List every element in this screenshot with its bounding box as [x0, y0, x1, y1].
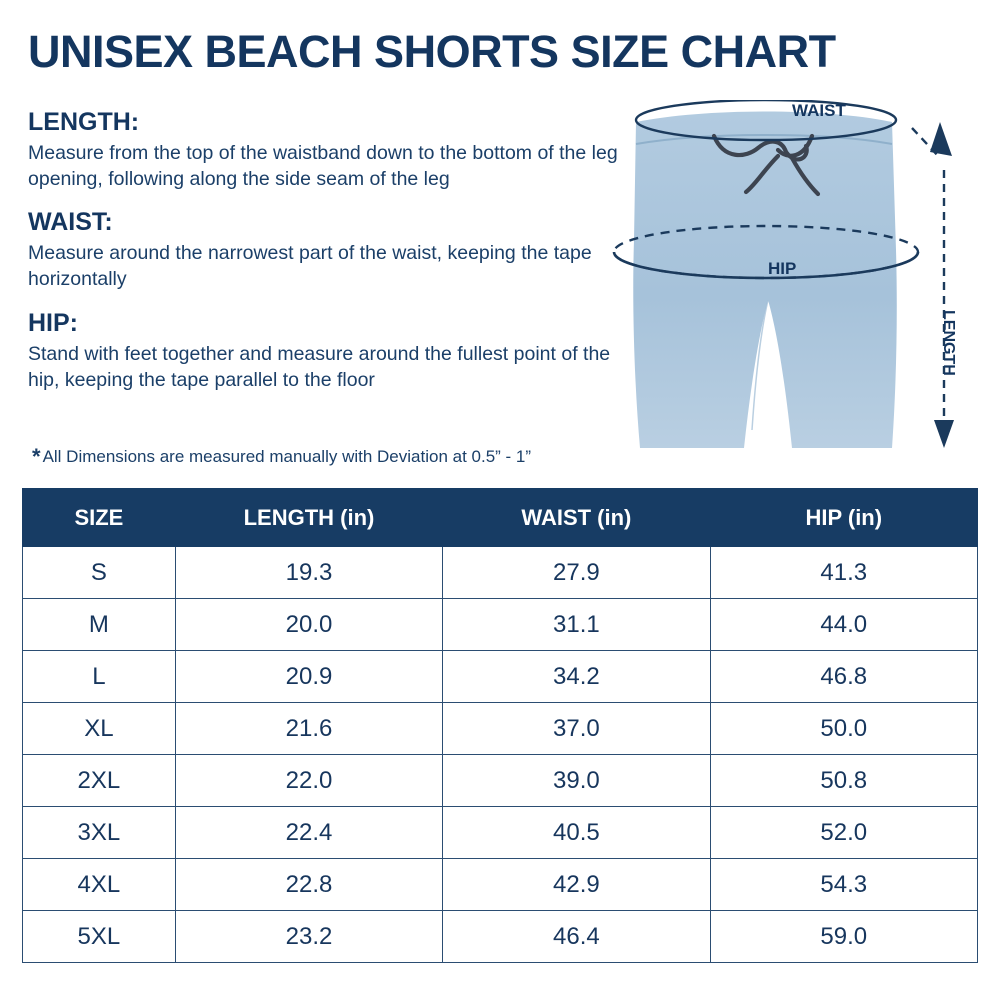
cell-size: M [23, 599, 176, 651]
table-row [23, 547, 978, 599]
asterisk-icon: * [32, 444, 41, 469]
column-header-waist: WAIST (in) [443, 489, 710, 547]
deviation-note-text: All Dimensions are measured manually with Deviation at 0.5” - 1” [42, 447, 532, 466]
cell-hip: 50.0 [710, 703, 977, 755]
cell-waist: 39.0 [443, 755, 710, 807]
cell-waist: 31.1 [443, 599, 710, 651]
waist-label: WAIST [792, 101, 846, 120]
cell-hip: 41.3 [710, 547, 977, 599]
table-body [23, 547, 978, 963]
cell-hip: 59.0 [710, 911, 977, 963]
cell-hip: 50.8 [710, 755, 977, 807]
length-label: LENGTH [940, 310, 957, 376]
instruction-waist-text: Measure around the narrowest part of the waist, keeping the tape horizontally [28, 242, 592, 291]
size-table-container [22, 488, 978, 963]
instruction-hip-heading: HIP: [28, 308, 78, 337]
page-title: UNISEX BEACH SHORTS SIZE CHART [28, 26, 836, 77]
table-row [23, 703, 978, 755]
shorts-shape [633, 112, 897, 449]
instruction-waist-heading: WAIST: [28, 208, 113, 237]
instruction-length [28, 108, 620, 192]
shorts-diagram [596, 100, 976, 478]
cell-length: 21.6 [175, 703, 442, 755]
cell-size: 3XL [23, 807, 176, 859]
table-row [23, 807, 978, 859]
cell-length: 20.9 [175, 651, 442, 703]
column-header-hip: HIP (in) [710, 489, 977, 547]
table-row [23, 651, 978, 703]
cell-waist: 46.4 [443, 911, 710, 963]
cell-size: 4XL [23, 859, 176, 911]
length-arrow [912, 128, 944, 430]
table-row [23, 859, 978, 911]
instruction-hip [28, 309, 620, 393]
measurement-instructions [28, 108, 620, 409]
cell-size: L [23, 651, 176, 703]
cell-hip: 52.0 [710, 807, 977, 859]
cell-waist: 34.2 [443, 651, 710, 703]
cell-waist: 27.9 [443, 547, 710, 599]
cell-size: XL [23, 703, 176, 755]
cell-hip: 44.0 [710, 599, 977, 651]
size-table [22, 488, 978, 963]
instruction-hip-text: Stand with feet together and measure around the fullest point of the hip, keeping the tape parallel to the floor [28, 342, 611, 391]
cell-size: 5XL [23, 911, 176, 963]
cell-waist: 42.9 [443, 859, 710, 911]
cell-length: 23.2 [175, 911, 442, 963]
table-header-row [23, 489, 978, 547]
cell-hip: 46.8 [710, 651, 977, 703]
cell-hip: 54.3 [710, 859, 977, 911]
instruction-waist [28, 208, 620, 292]
cell-waist: 37.0 [443, 703, 710, 755]
cell-waist: 40.5 [443, 807, 710, 859]
table-row [23, 599, 978, 651]
hip-label: HIP [768, 259, 797, 278]
column-header-length: LENGTH (in) [175, 489, 442, 547]
cell-length: 20.0 [175, 599, 442, 651]
table-row [23, 755, 978, 807]
cell-length: 22.4 [175, 807, 442, 859]
cell-length: 22.0 [175, 755, 442, 807]
table-row [23, 911, 978, 963]
cell-size: S [23, 547, 176, 599]
cell-size: 2XL [23, 755, 176, 807]
column-header-size: SIZE [23, 489, 176, 547]
cell-length: 19.3 [175, 547, 442, 599]
cell-length: 22.8 [175, 859, 442, 911]
instruction-length-text: Measure from the top of the waistband down to the bottom of the leg opening, following along the side seam of the leg [28, 142, 618, 190]
instruction-length-heading: LENGTH: [28, 108, 140, 136]
